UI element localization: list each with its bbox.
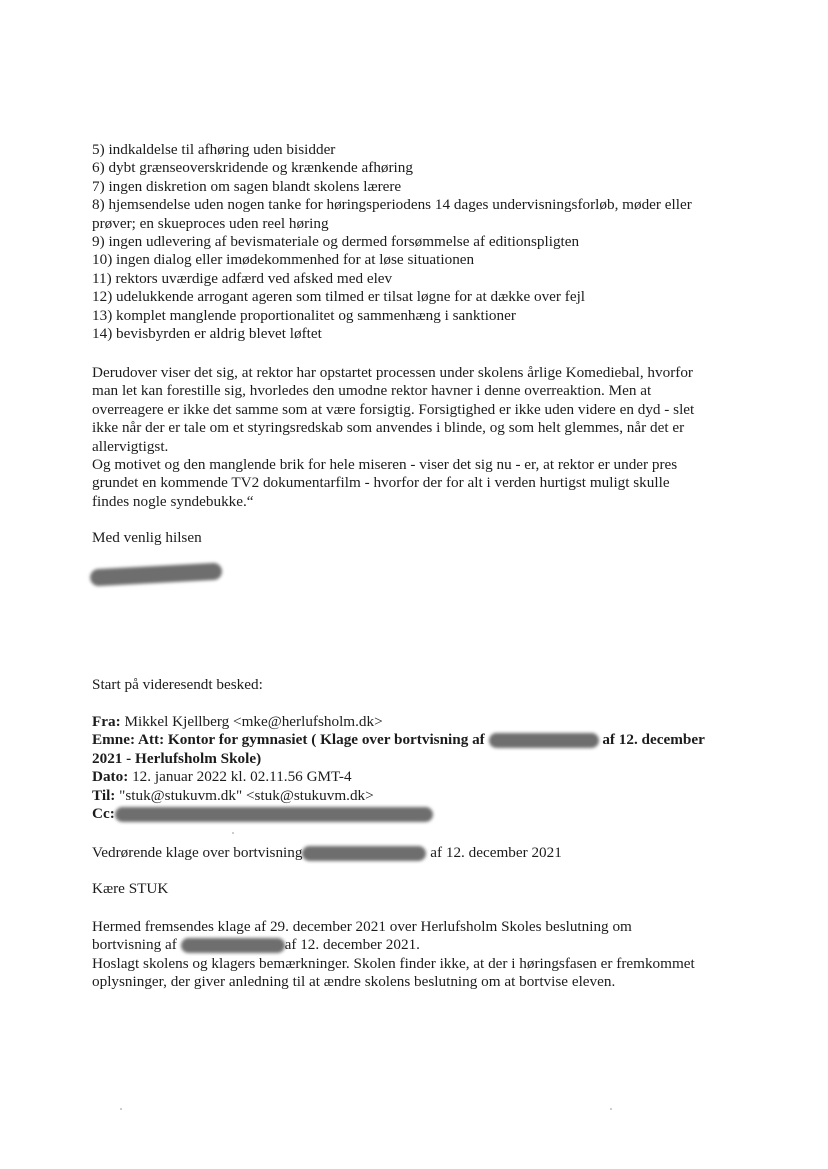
regarding-before: Vedrørende klage over bortvisning bbox=[92, 844, 303, 861]
closing-text: Med venlig hilsen bbox=[92, 529, 202, 546]
body-paragraph bbox=[92, 364, 752, 511]
paragraph-line: man let kan forestille sig, hvorledes den umodne rektor havner i denne overreaktion. Men at bbox=[92, 382, 652, 400]
email-header bbox=[92, 713, 752, 823]
greeting-text: Kære STUK bbox=[92, 880, 169, 897]
body-line bbox=[92, 936, 752, 954]
list-item: 14) bevisbyrden er aldrig blevet løftet bbox=[92, 324, 322, 342]
paragraph-line: grundet en kommende TV2 dokumentarfilm - hvorfor der for alt i verden hurtigst muligt skulle bbox=[92, 474, 670, 492]
redaction-mark bbox=[115, 807, 433, 822]
list-item: 7) ingen diskretion om sagen blandt skolens lærere bbox=[92, 177, 402, 195]
list-item: 6) dybt grænseoverskridende og krænkende afhøring bbox=[92, 159, 413, 177]
list-item: 5) indkaldelse til afhøring uden bisidder bbox=[92, 141, 336, 158]
body-line-after: af 12. december 2021. bbox=[284, 936, 420, 954]
body-line-before: bortvisning af bbox=[92, 936, 181, 954]
scan-speck bbox=[120, 1108, 122, 1110]
paragraph-line: ikke når der er tale om et styringsredskab som anvendes i blinde, og som helt glemmes, når det er bbox=[92, 419, 685, 437]
scan-speck bbox=[232, 832, 234, 834]
cc-line bbox=[92, 805, 752, 823]
date-line bbox=[92, 768, 752, 786]
redacted-signature bbox=[90, 562, 223, 586]
regarding-line bbox=[92, 844, 752, 862]
redaction-mark bbox=[181, 938, 285, 953]
subject-label: Emne: Att: Kontor for gymnasiet ( Klage over bortvisning af bbox=[92, 731, 489, 749]
redaction-mark bbox=[489, 733, 599, 748]
paragraph-line: Derudover viser det sig, at rektor har opstartet processen under skolens årlige Komediebal, hvorfor bbox=[92, 364, 693, 381]
paragraph-line: overreagere er ikke det samme som at være forsigtig. Forsigtighed er ikke uden videre en dyd - slet bbox=[92, 400, 695, 418]
subject-line-2 bbox=[92, 750, 752, 768]
redaction-mark bbox=[302, 846, 426, 861]
list-item: 10) ingen dialog eller imødekommenhed for at løse situationen bbox=[92, 251, 475, 269]
date-value: 12. januar 2022 kl. 02.11.56 GMT-4 bbox=[128, 768, 352, 786]
list-item: 9) ingen udlevering af bevismateriale og dermed forsømmelse af editionspligten bbox=[92, 232, 580, 250]
from-label: Fra: bbox=[92, 713, 121, 730]
regarding-text bbox=[92, 844, 752, 862]
from-line bbox=[92, 713, 752, 731]
date-label: Dato: bbox=[92, 768, 129, 786]
closing bbox=[92, 529, 752, 547]
forward-intro-text: Start på videresendt besked: bbox=[92, 676, 263, 693]
paragraph-line: Og motivet og den manglende brik for hele miseren - viser det sig nu - er, at rektor er under pres bbox=[92, 455, 678, 473]
from-value: Mikkel Kjellberg <mke@herlufsholm.dk> bbox=[120, 713, 383, 730]
complaint-list bbox=[92, 141, 752, 343]
list-item: 11) rektors uværdige adfærd ved afsked med elev bbox=[92, 269, 393, 287]
subject-line bbox=[92, 731, 752, 749]
paragraph-line: allervigtigst. bbox=[92, 437, 169, 455]
subject-line-2-text: 2021 - Herlufsholm Skole) bbox=[92, 749, 262, 767]
scan-speck bbox=[610, 1108, 612, 1110]
list-item: prøver; en skueproces uden reel høring bbox=[92, 214, 329, 232]
paragraph-line: findes nogle syndebukke.“ bbox=[92, 492, 254, 510]
list-item: 12) udelukkende arrogant ageren som tilmed er tilsat løgne for at dække over fejl bbox=[92, 288, 586, 306]
forward-intro bbox=[92, 676, 752, 694]
to-line bbox=[92, 787, 752, 805]
list-item: 13) komplet manglende proportionalitet og sammenhæng i sanktioner bbox=[92, 306, 516, 324]
subject-after: af 12. december bbox=[598, 731, 705, 749]
letter-body bbox=[92, 918, 752, 992]
body-line: Hoslagt skolens og klagers bemærkninger. Skolen finder ikke, at der i høringsfasen er fremkommet bbox=[92, 954, 695, 972]
list-item: 8) hjemsendelse uden nogen tanke for høringsperiodens 14 dages undervisningsforløb, møder eller bbox=[92, 196, 692, 214]
to-label: Til: bbox=[92, 786, 116, 804]
redaction-mark bbox=[90, 562, 223, 586]
body-line: Hermed fremsendes klage af 29. december 2021 over Herlufsholm Skoles beslutning om bbox=[92, 918, 632, 935]
regarding-after: af 12. december 2021 bbox=[426, 844, 562, 861]
body-line: oplysninger, der giver anledning til at ændre skolens beslutning om at bortvise eleven. bbox=[92, 973, 616, 991]
greeting bbox=[92, 880, 752, 898]
cc-label: Cc: bbox=[92, 804, 115, 822]
to-value: "stuk@stukuvm.dk" <stuk@stukuvm.dk> bbox=[115, 786, 374, 804]
